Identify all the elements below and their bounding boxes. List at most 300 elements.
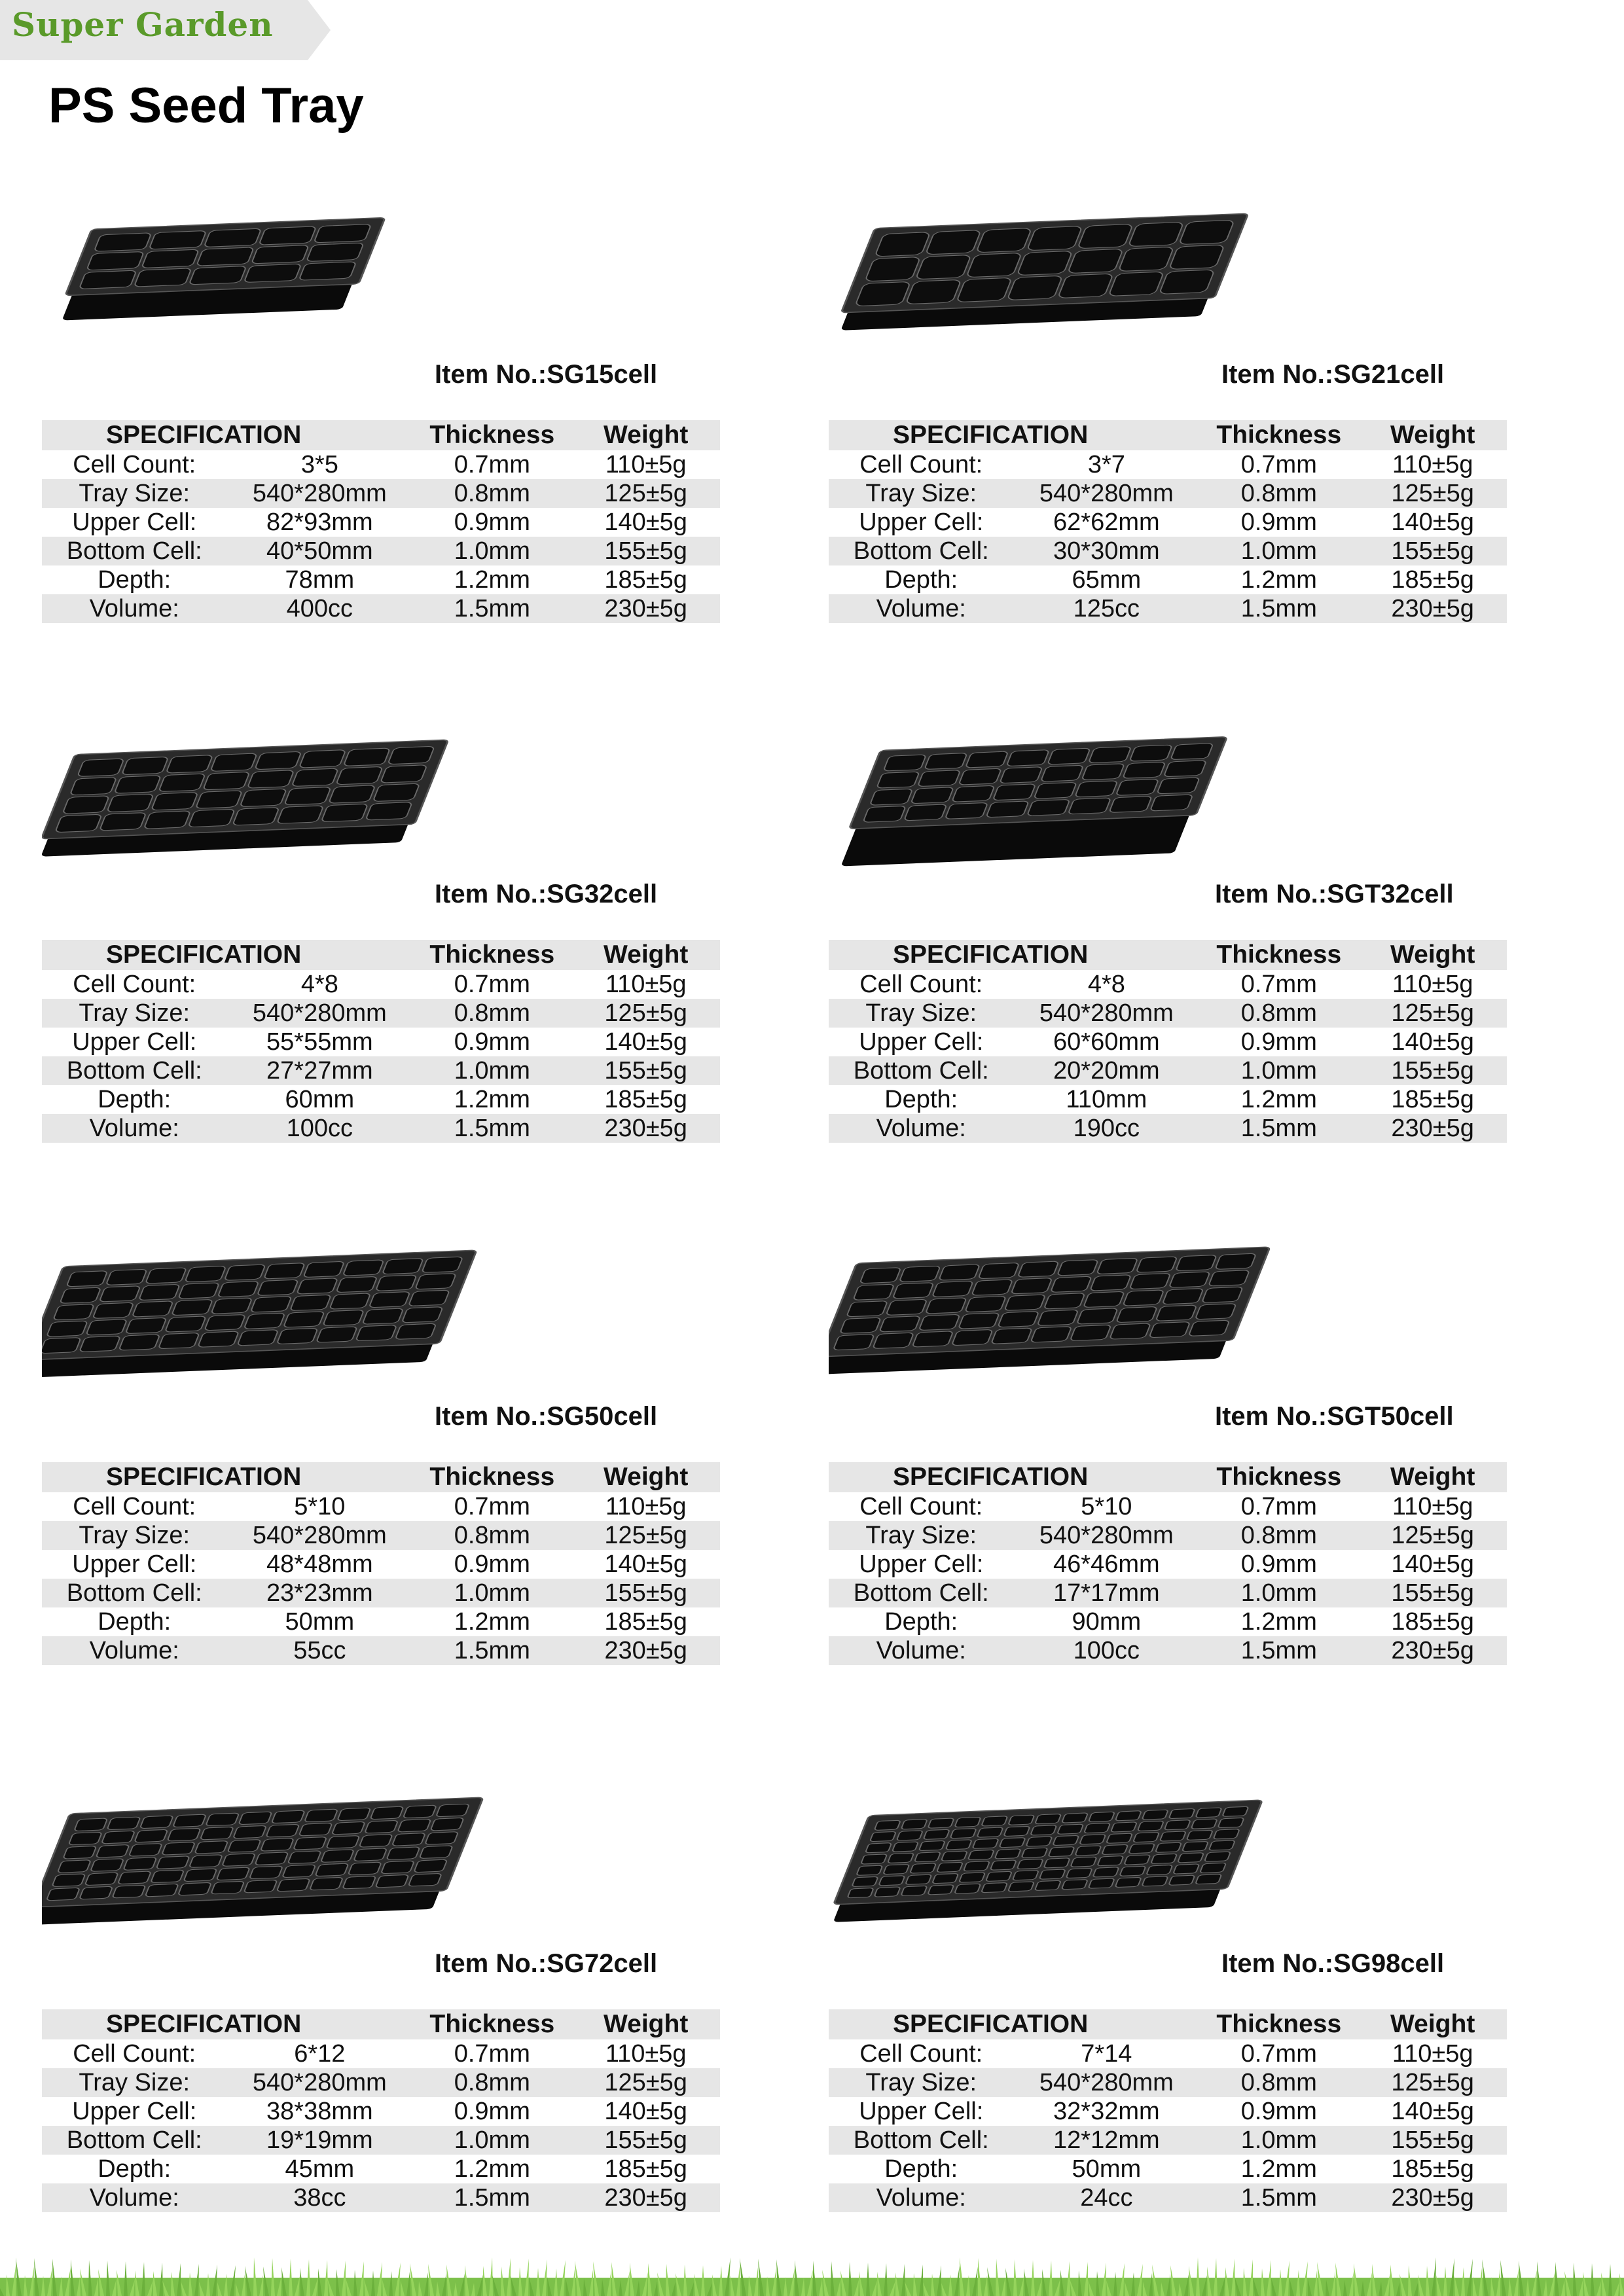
thickness-value: 1.2mm <box>1240 1608 1317 1636</box>
tray-cell <box>971 1280 1013 1295</box>
tray-cell <box>200 1827 234 1840</box>
tray-cell <box>879 1316 920 1332</box>
tray-cell <box>373 783 420 802</box>
spec-value: 82*93mm <box>266 509 373 536</box>
spec-label: Cell Count: <box>73 971 196 998</box>
spec-label: Tray Size: <box>829 2068 1013 2097</box>
item-number: Item No.:SG98cell <box>1221 1949 1445 1978</box>
tray-cell <box>62 796 109 814</box>
thickness-value: 1.5mm <box>1199 1636 1358 1665</box>
tray-cell <box>204 1315 245 1331</box>
thickness-value: 1.5mm <box>412 594 571 623</box>
tray-cell <box>1222 1806 1248 1816</box>
seed-tray-image <box>829 1220 1300 1390</box>
tray-cell <box>306 243 364 261</box>
tray-cell <box>217 1282 259 1297</box>
table-row <box>42 1607 720 1636</box>
tray-cell <box>132 1301 173 1317</box>
tray-cell <box>329 785 376 804</box>
table-row <box>829 2183 1507 2212</box>
weight-value: 125±5g <box>1358 999 1507 1028</box>
table-row <box>42 1028 720 1056</box>
tray-cell <box>392 1833 425 1846</box>
tray-cell <box>919 1840 945 1850</box>
table-row <box>42 1056 720 1085</box>
tray-cell <box>74 1818 107 1831</box>
tray-cell <box>283 1312 325 1327</box>
tray-cell <box>1048 1847 1074 1857</box>
table-row <box>829 1607 1507 1636</box>
tray-cell <box>329 1293 370 1309</box>
tray-cell <box>1075 781 1118 797</box>
tray-cell <box>112 1885 145 1898</box>
tray-cell <box>194 1841 228 1854</box>
tray-cell <box>1168 1808 1195 1818</box>
tray-cell <box>1160 1831 1186 1841</box>
weight-value: 155±5g <box>571 1579 720 1607</box>
spec-value: 24cc <box>1013 2183 1199 2212</box>
tray-cell <box>1037 1310 1078 1325</box>
spec-value: 45mm <box>285 2155 355 2183</box>
spec-value: 46*46mm <box>1053 1551 1160 1578</box>
tray-cell <box>251 1297 292 1312</box>
tray-cell <box>145 1884 179 1897</box>
thickness-header: Thickness <box>1199 420 1358 450</box>
tray-cell <box>266 1824 299 1837</box>
tray-cell <box>1106 1833 1132 1843</box>
tray-cell <box>873 1333 914 1348</box>
tray-cell <box>926 1298 967 1314</box>
tray-cell <box>106 1269 147 1285</box>
table-row <box>42 1492 720 1521</box>
tray-cell <box>840 1318 881 1333</box>
thickness-value: 0.9mm <box>1240 2098 1317 2125</box>
tray-cell <box>171 1299 213 1315</box>
spec-label: Depth: <box>884 1086 958 1113</box>
weight-value: 110±5g <box>1392 2040 1473 2068</box>
tray-cell <box>232 808 280 826</box>
spec-label: Depth: <box>884 2155 958 2183</box>
tray-cell <box>1189 1320 1230 1336</box>
tray-cell <box>863 806 906 822</box>
table-row <box>829 594 1507 623</box>
tray-cell <box>861 1854 887 1864</box>
tray-cell <box>1021 1848 1047 1857</box>
tray-cell <box>972 1839 998 1848</box>
spec-label: Tray Size: <box>42 2068 226 2097</box>
tray-cell <box>1151 1854 1177 1863</box>
tray-cell <box>134 1829 168 1842</box>
tray-cell <box>1195 1304 1236 1319</box>
tray-cell <box>986 801 1029 817</box>
spec-value: 30*30mm <box>1013 537 1199 565</box>
tray-cell <box>981 1816 1007 1826</box>
tray-cell <box>999 1838 1025 1848</box>
tray-cell <box>958 768 1001 785</box>
tray-cell <box>1047 748 1091 764</box>
table-header-row <box>42 2009 720 2039</box>
tray-cell <box>86 1319 127 1335</box>
tray-cell <box>1096 1258 1138 1274</box>
thickness-value: 0.8mm <box>1199 479 1358 508</box>
tray-cell <box>901 1820 927 1829</box>
tray-cell <box>69 1832 102 1845</box>
tray-cell <box>1070 1857 1096 1867</box>
thickness-value: 1.5mm <box>412 1114 571 1143</box>
thickness-value: 0.7mm <box>454 2040 530 2068</box>
tray-cell <box>1084 1823 1110 1833</box>
spec-value: 27*27mm <box>226 1056 412 1085</box>
spec-value: 540*280mm <box>226 479 412 508</box>
tray-cell <box>375 1874 408 1888</box>
weight-value: 155±5g <box>571 537 720 565</box>
tray-cell <box>386 1847 420 1860</box>
grass-blade <box>289 2259 293 2296</box>
weight-value: 140±5g <box>604 1028 687 1056</box>
table-row <box>42 1550 720 1579</box>
tray-cell <box>1182 1841 1208 1851</box>
spec-label: Depth: <box>98 2155 171 2183</box>
weight-header: Weight <box>571 2009 720 2039</box>
weight-value: 155±5g <box>1358 1056 1507 1085</box>
thickness-value: 0.9mm <box>454 2098 530 2125</box>
tray-cell <box>1013 1871 1039 1880</box>
tray-cell <box>314 224 371 242</box>
tray-cell <box>1209 1840 1235 1850</box>
tray-cell <box>1164 761 1207 777</box>
thickness-value: 1.2mm <box>1240 566 1317 594</box>
tray-cell <box>1018 1261 1059 1277</box>
specification-table <box>42 2009 720 2212</box>
tray-cell <box>1119 1866 1146 1876</box>
tray-cell <box>1044 1293 1085 1309</box>
tray-cell <box>173 1814 206 1827</box>
tray-cell <box>77 759 124 777</box>
tray-cell <box>924 1829 950 1839</box>
tray-cell <box>883 1864 909 1874</box>
tray-cell <box>965 1296 1006 1312</box>
tray-cell <box>304 1809 338 1822</box>
spec-value: 20*20mm <box>1013 1056 1199 1085</box>
tray-cell <box>893 1283 934 1299</box>
thickness-value: 0.7mm <box>454 451 530 478</box>
spec-label: Depth: <box>884 566 958 594</box>
spec-value: 4*8 <box>1087 971 1125 998</box>
tray-cell <box>904 804 947 821</box>
tray-cell <box>1115 1877 1141 1887</box>
tray-cell <box>1169 1272 1210 1287</box>
tray-cell <box>1195 1808 1221 1818</box>
table-row <box>42 2183 720 2212</box>
tray-cell <box>1043 1858 1070 1868</box>
table-row <box>829 565 1507 594</box>
product-block <box>829 1220 1509 1664</box>
tray-cell <box>129 1843 162 1856</box>
item-number: Item No.:SG15cell <box>435 360 658 389</box>
tray-cell <box>158 774 206 792</box>
tray-cell <box>321 1850 354 1863</box>
tray-cell <box>380 765 427 783</box>
specification-header: SPECIFICATION <box>42 1462 412 1492</box>
tray-cell <box>185 1266 226 1282</box>
tray-cell <box>85 1873 118 1886</box>
tray-cell <box>1008 1882 1034 1892</box>
tray-cell <box>237 1330 278 1346</box>
spec-label: Volume: <box>829 1636 1013 1665</box>
tray-cell <box>46 1321 88 1336</box>
spec-label: Cell Count: <box>859 451 983 478</box>
weight-header: Weight <box>571 940 720 970</box>
tray-cell <box>856 1865 882 1875</box>
tray-cell <box>924 753 967 770</box>
tray-cell <box>149 230 207 249</box>
tray-cell <box>211 1881 244 1894</box>
spec-label: Tray Size: <box>42 479 226 508</box>
thickness-value: 1.0mm <box>412 537 571 565</box>
tray-cell <box>1142 1810 1168 1820</box>
spec-value: 78mm <box>285 566 355 594</box>
table-row <box>42 594 720 623</box>
thickness-value: 1.0mm <box>412 2126 571 2155</box>
specification-table <box>42 940 720 1143</box>
spec-label: Tray Size: <box>829 999 1013 1028</box>
thickness-value: 1.5mm <box>1199 1114 1358 1143</box>
tray-cell <box>165 1316 206 1332</box>
tray-cell <box>964 1861 990 1871</box>
tray-cell <box>381 1861 414 1874</box>
tray-cell <box>336 1276 377 1292</box>
tray-cell <box>225 1265 266 1280</box>
table-header-row <box>829 2009 1507 2039</box>
tray-cell <box>422 1257 463 1272</box>
tray-cell <box>1136 1257 1178 1272</box>
table-row <box>829 1521 1507 1550</box>
tray-cell <box>107 1817 140 1830</box>
tray-cell <box>66 1271 107 1287</box>
tray-cell <box>203 772 250 790</box>
tray-cell <box>206 1813 239 1826</box>
tray-cell <box>255 751 302 770</box>
tray-cell <box>1204 1852 1231 1861</box>
spec-value: 60*60mm <box>1053 1028 1160 1056</box>
tray-cell <box>118 1871 151 1884</box>
tray-cell <box>1155 1842 1182 1852</box>
tray-cell <box>388 746 435 764</box>
tray-cell <box>876 772 920 788</box>
spec-label: Tray Size: <box>829 479 1013 508</box>
weight-value: 230±5g <box>1358 594 1507 623</box>
tray-cell <box>99 813 147 831</box>
thickness-value: 0.9mm <box>1240 509 1317 536</box>
spec-value: 62*62mm <box>1053 509 1160 536</box>
tray-cell <box>293 1837 327 1850</box>
tray-cell <box>1070 1325 1111 1340</box>
tray-cell <box>1089 1812 1115 1821</box>
tray-cell <box>123 1857 156 1871</box>
tray-cell <box>414 1859 447 1873</box>
tray-cell <box>870 1831 896 1841</box>
tray-cell <box>299 750 346 768</box>
tray-cell <box>1077 1308 1118 1324</box>
table-row <box>829 1056 1507 1085</box>
tray-cell <box>1128 1844 1155 1854</box>
tray-cell <box>321 804 369 822</box>
tray-cell <box>1116 1306 1157 1322</box>
table-row <box>42 565 720 594</box>
thickness-value: 0.9mm <box>1240 1551 1317 1578</box>
tray-cell <box>53 1304 94 1320</box>
table-row <box>829 479 1507 508</box>
spec-value: 32*32mm <box>1053 2098 1160 2125</box>
spec-label: Bottom Cell: <box>829 2126 1013 2155</box>
spec-value: 90mm <box>1072 1608 1142 1636</box>
tray-cell <box>336 766 383 785</box>
tray-cell <box>912 1331 953 1347</box>
weight-value: 140±5g <box>604 1551 687 1578</box>
spec-label: Depth: <box>98 1608 171 1636</box>
spec-value: 110mm <box>1066 1086 1147 1113</box>
weight-value: 230±5g <box>571 2183 720 2212</box>
table-row <box>42 1114 720 1143</box>
spec-label: Volume: <box>829 1114 1013 1143</box>
tray-cell <box>1090 1275 1131 1291</box>
tray-cell <box>284 787 331 805</box>
thickness-value: 1.5mm <box>412 2183 571 2212</box>
weight-value: 110±5g <box>1392 451 1473 478</box>
tray-cell <box>316 1327 357 1342</box>
spec-value: 4*8 <box>300 971 338 998</box>
tray-cell <box>1011 1278 1052 1294</box>
specification-header: SPECIFICATION <box>829 1462 1199 1492</box>
tray-cell <box>870 789 913 805</box>
weight-value: 185±5g <box>1391 1086 1474 1113</box>
tray-cell <box>277 1328 318 1344</box>
tray-cell <box>884 755 927 771</box>
thickness-value: 1.2mm <box>1240 2155 1317 2183</box>
tray-cell <box>261 1839 294 1852</box>
weight-header: Weight <box>1358 2009 1507 2039</box>
tray-cell <box>1138 1821 1164 1831</box>
spec-label: Bottom Cell: <box>829 1579 1013 1607</box>
tray-cell <box>1111 1822 1137 1832</box>
tray-cell <box>122 757 169 775</box>
tray-cell <box>288 1851 321 1864</box>
table-header-row <box>42 420 720 450</box>
tray-cell <box>853 1284 894 1300</box>
table-row <box>829 1550 1507 1579</box>
specification-table <box>829 2009 1507 2212</box>
tray-cell <box>189 266 247 284</box>
tray-cell <box>355 1325 397 1340</box>
weight-header: Weight <box>1358 940 1507 970</box>
tray-cell <box>101 1831 135 1844</box>
specification-header: SPECIFICATION <box>829 420 1199 450</box>
thickness-value: 0.7mm <box>1240 1493 1317 1520</box>
product-block <box>829 178 1509 622</box>
tray-cell <box>977 1827 1003 1837</box>
thickness-header: Thickness <box>412 2009 571 2039</box>
tray-cell <box>1051 1276 1092 1292</box>
weight-value: 140±5g <box>1391 1551 1474 1578</box>
tray-cell <box>968 1850 994 1859</box>
spec-value: 540*280mm <box>226 1521 412 1550</box>
tray-cell <box>981 1882 1007 1892</box>
tray-cell <box>315 1863 348 1876</box>
tray-cell <box>1168 1875 1195 1885</box>
tray-cell <box>167 1828 200 1841</box>
tray-cell <box>993 784 1036 800</box>
spec-label: Bottom Cell: <box>42 537 226 565</box>
tray-cell <box>156 1856 189 1869</box>
thickness-header: Thickness <box>1199 940 1358 970</box>
tray-cell <box>965 751 1009 768</box>
tray-cell <box>247 770 295 789</box>
tray-cell <box>1215 1253 1256 1269</box>
spec-label: Volume: <box>42 594 226 623</box>
spec-value: 48*48mm <box>266 1551 373 1578</box>
item-number: Item No.:SGT32cell <box>1215 880 1454 908</box>
spec-label: Upper Cell: <box>859 2098 984 2125</box>
table-row <box>829 1114 1507 1143</box>
tray-cell <box>227 1840 261 1853</box>
tray-cell <box>994 1849 1020 1859</box>
weight-value: 140±5g <box>1391 1028 1474 1056</box>
spec-label: Cell Count: <box>73 1493 196 1520</box>
spec-label: Bottom Cell: <box>829 537 1013 565</box>
tray-cell <box>919 1314 960 1330</box>
tray-cell <box>1115 1811 1142 1821</box>
tray-cell <box>94 233 152 251</box>
grass-blade <box>271 2258 275 2296</box>
table-row <box>829 1636 1507 1665</box>
weight-value: 125±5g <box>1358 2068 1507 2097</box>
tray-cell <box>277 806 324 824</box>
tray-cell <box>1142 1876 1168 1886</box>
tray-cell <box>257 1280 298 1295</box>
weight-value: 185±5g <box>1391 566 1474 594</box>
tray-cell <box>918 770 961 787</box>
weight-header: Weight <box>1358 420 1507 450</box>
table-row <box>829 2097 1507 2126</box>
thickness-value: 0.9mm <box>1240 1028 1317 1056</box>
weight-value: 125±5g <box>1358 479 1507 508</box>
tray-cell <box>353 1848 387 1861</box>
tray-cell <box>874 1887 900 1897</box>
tray-cell <box>914 1852 941 1862</box>
tray-cell <box>886 1299 927 1315</box>
spec-label: Bottom Cell: <box>42 1056 226 1085</box>
tray-cell <box>901 1886 927 1895</box>
table-row <box>829 2155 1507 2183</box>
tray-cell <box>865 1843 892 1853</box>
table-row <box>829 999 1507 1028</box>
tray-cell <box>846 1301 888 1317</box>
tray-cell <box>1083 1291 1125 1307</box>
product-block <box>829 698 1509 1142</box>
weight-value: 155±5g <box>1358 2126 1507 2155</box>
tray-cell <box>990 1860 1017 1870</box>
tray-cell <box>166 755 213 774</box>
table-header-row <box>829 420 1507 450</box>
tray-cell <box>402 1307 443 1323</box>
spec-value: 5*10 <box>294 1493 346 1520</box>
grass-blade <box>507 2258 511 2296</box>
tray-cell <box>58 1860 91 1873</box>
thickness-value: 0.8mm <box>1199 2068 1358 2097</box>
weight-header: Weight <box>1358 1462 1507 1492</box>
specification-header: SPECIFICATION <box>829 940 1199 970</box>
weight-value: 110±5g <box>1392 1493 1473 1520</box>
